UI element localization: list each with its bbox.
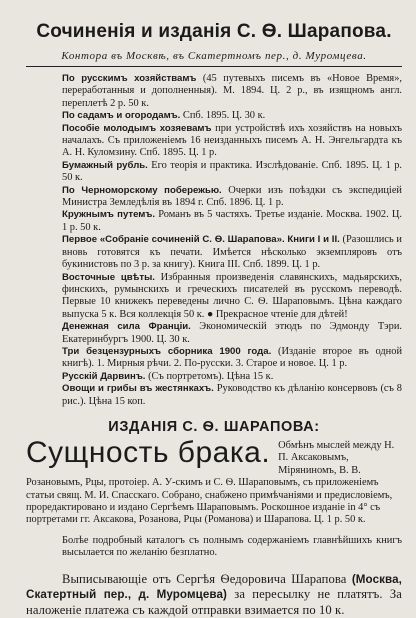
list-item: Три безцензурныхъ сборника 1900 года. (Изданіе второе въ одной книгѣ). 1. Мирныя рѣчи. 2. По-русски. 3. Старое и новое. Ц. 1 р.: [62, 345, 402, 370]
catalog-note: Болѣе подробный каталогъ съ полнымъ содержаніемъ главнѣйшихъ книгъ высылается по желанію безплатно.: [62, 534, 402, 559]
publications-heading: ИЗДАНІЯ С. Ѳ. ШАРАПОВА:: [108, 418, 320, 435]
list-item: Пособіе молодымъ хозяевамъ при устройствѣ ихъ хозяйствъ на новыхъ началахъ. Съ приложеніемъ 16 неизданныхъ писемъ А. Н. Энгельгардта къ А. Н. Куломзину. Спб. 1895. Ц. 1 р.: [62, 122, 402, 159]
page-title: Сочиненія и изданія С. Ѳ. Шарапова.: [36, 21, 392, 42]
featured-book: [26, 435, 402, 527]
list-item: Бумажный рубль. Его теорія и практика. Изслѣдованіе. Спб. 1895. Ц. 1 р. 50 к.: [62, 159, 402, 184]
order-address: (Москва, Скатертный пер., д. Муромцева): [26, 572, 402, 602]
list-item: Русскій Дарвинъ. (Съ портретомъ). Цѣна 15 к.: [62, 370, 274, 382]
list-item: Первое «Собраніе сочиненій С. Ѳ. Шарапова». Книги I и II. (Разошлись и вновь готовятся къ печати. Имѣется нѣсколько экземпляровъ отъ букинистовъ по 3 р. за книгу). Книга III. Спб. 1899. Ц. 1 р.: [62, 234, 402, 271]
list-item: Овощи и грибы въ жестянкахъ. Руководство къ дѣланію консервовъ (съ 8 рис.). Цѣна 15 коп.: [62, 383, 402, 407]
list-item: Восточные цвѣты. Избранныя произведенія славянскихъ, мадьярскихъ, финскихъ, румынскихъ и греческихъ писателей въ русскомъ переводѣ. Первые 10 книжекъ переведены лично С. Ѳ. Шараповымъ. Цѣна каждаго выпуска 5 к. Вся коллекція 50 к. ● Прекрасное чтеніе для дѣтей!: [62, 271, 403, 320]
list-item: По Черноморскому побережью. Очерки изъ поѣздки съ экспедиціей Министра Земледѣлія въ 1894 г. Спб. 1896. Ц. 1 р.: [62, 184, 402, 209]
book-title: Сущность брака.: [26, 435, 271, 469]
book-description: Обмѣнъ мыслей между Н. П. Аксаковымъ, Міряниномъ, В. В. Розановымъ, Рцы, протоіер. А. У-скимъ и С. Ѳ. Шараповымъ, съ приложеніемъ статьи свящ. М. И. Спасскаго. Собрано, снабжено примѣчаніями и предисловіемъ, проредактировано и издано Сергѣемъ Шараповымъ. Роскошное изданіе in 4° съ портретами гг. Аксакова, Розанова, Рцы (Романова) и Шарапова. Ц. 1 р. 50 к.: [26, 439, 395, 526]
order-note: Выписывающіе отъ Сергѣя Ѳедоровича Шарапова (Москва, Скатертный пер., д. Муромцева) за пересылку не платятъ. За наложеніе платежа съ каждой отправки взимается по 10 к.: [26, 571, 402, 617]
list-item: По русскимъ хозяйствамъ (45 путевыхъ писемъ въ «Новое Время», переработанныя и дополненныя). М. 1894. Ц. 2 р., въ изящномъ англ. переплетѣ 2 р. 50 к.: [62, 73, 402, 109]
list-item: По садамъ и огородамъ. Спб. 1895. Ц. 30 к.: [62, 110, 266, 122]
divider: [26, 66, 402, 67]
list-item: Денежная сила Франціи. Экономическій этюдъ по Эдмонду Тэри. Екатеринбургъ 1900. Ц. 30 к.: [62, 321, 402, 345]
list-item: Кружнымъ путемъ. Романъ въ 5 частяхъ. Третье изданіе. Москва. 1902. Ц. 1 р. 50 к.: [62, 209, 402, 233]
works-list: [26, 73, 402, 408]
office-address: Контора въ Москвѣ, въ Скатертномъ пер., д. Муромцева.: [61, 50, 367, 62]
